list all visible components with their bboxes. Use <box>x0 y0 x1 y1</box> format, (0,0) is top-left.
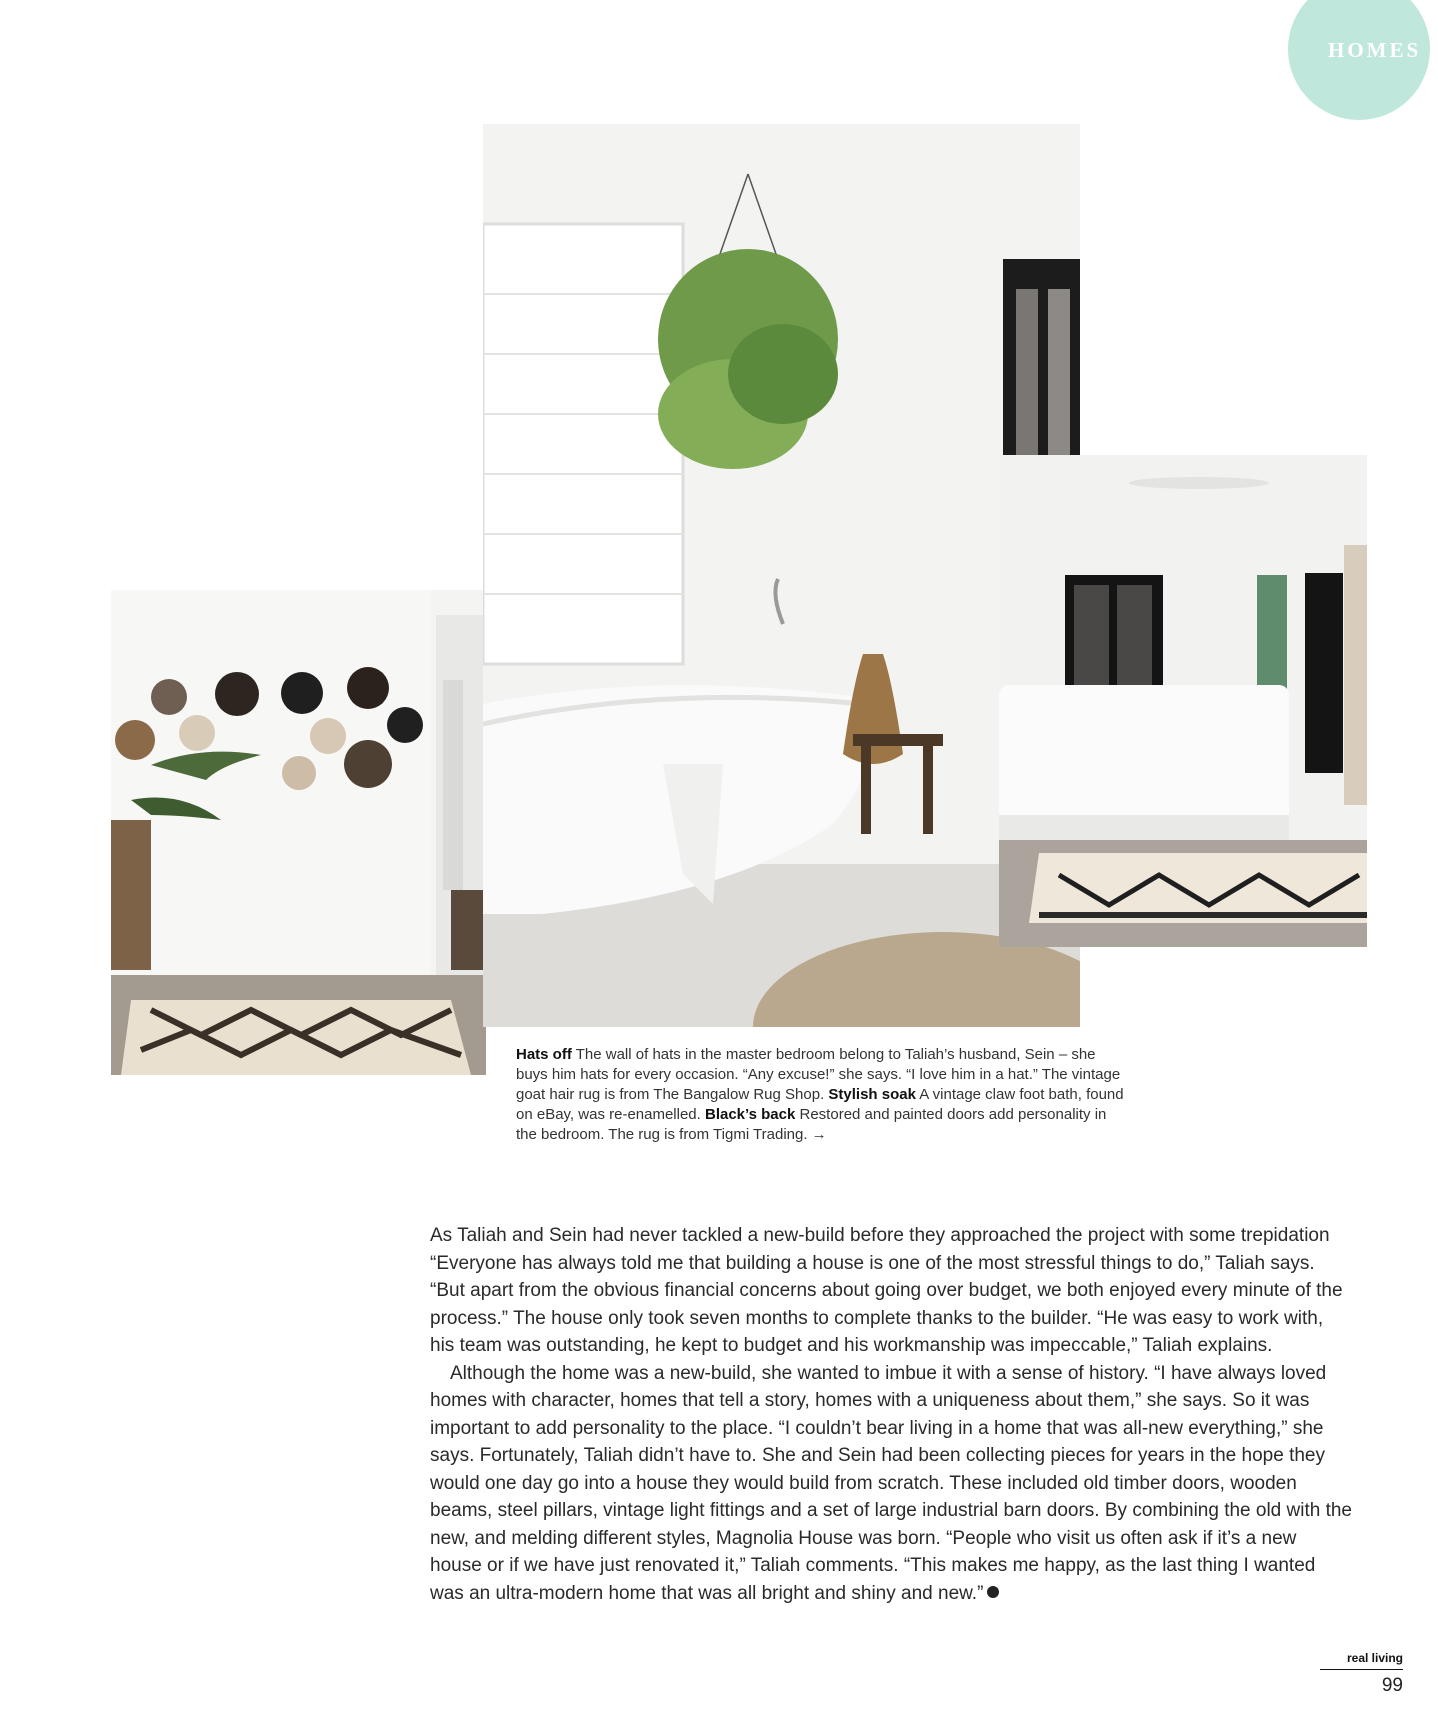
page-number: 99 <box>1381 1675 1403 1696</box>
section-badge <box>1288 0 1430 120</box>
caption-text-stylish-soak: A vintage claw foot bath, found on eBay, was re-enamelled. <box>516 1086 1124 1123</box>
photo-bedroom <box>999 455 1367 947</box>
end-of-article-icon <box>987 1586 999 1598</box>
caption-heading-stylish-soak: Stylish soak <box>828 1086 916 1103</box>
hats-illustration <box>111 590 486 1075</box>
bedroom-illustration <box>999 455 1367 947</box>
section-label: HOMES <box>1328 38 1422 62</box>
photo-caption <box>516 1045 1126 1145</box>
body-paragraph <box>430 1360 1352 1608</box>
caption-heading-blacks-back: Black’s back <box>705 1106 796 1123</box>
body-paragraph-text: Although the home was a new-build, she wanted to imbue it with a sense of history. “I have always loved homes with character, homes that tell a story, homes with a uniqueness about them,” she says. So it was important to add personality to the place. “I couldn’t bear living in a home that was all-new everything,” she says. Fortunately, Taliah didn’t have to. She and Sein had been collecting pieces for years in the hope they would one day go into a house they would build from scratch. These included old timber doors, wooden beams, steel pillars, vintage light fittings and a set of large industrial barn doors. By combining the old with the new, and melding different styles, Magnolia House was born. “People who visit us often ask if it’s a new house or if we have just renovated it,” Taliah comments. “This makes me happy, as the last thing I wanted was an ultra-modern home that was all bright and shiny and new.” <box>430 1362 1353 1604</box>
bath-illustration <box>483 124 1080 1027</box>
article-body <box>430 1222 1352 1607</box>
photo-wall-of-hats <box>111 590 486 1075</box>
caption-text-blacks-back: Restored and painted doors add personality in the bedroom. The rug is from Tigmi Trading. → <box>516 1106 1107 1143</box>
photo-claw-foot-bath <box>483 124 1080 1027</box>
caption-text-hats-off: The wall of hats in the master bedroom belong to Taliah’s husband, Sein – she buys him hats for every occasion. “Any excuse!” she says. “I love him in a hat.” The vintage goat hair rug is from The Bangalow Rug Shop. <box>516 1046 1121 1103</box>
body-paragraph: As Taliah and Sein had never tackled a new-build before they approached the project with some trepidation “Everyone has always told me that building a house is one of the most stressful things to do,” Taliah says. “But apart from the obvious financial concerns about going over budget, we both enjoyed every minute of the process.” The house only took seven months to complete thanks to the builder. “He was easy to work with, his team was outstanding, he kept to budget and his workmanship was impeccable,” Taliah explains. <box>430 1225 1343 1356</box>
caption-heading-hats-off: Hats off <box>516 1046 572 1063</box>
magazine-brand: real living <box>1320 1651 1403 1670</box>
